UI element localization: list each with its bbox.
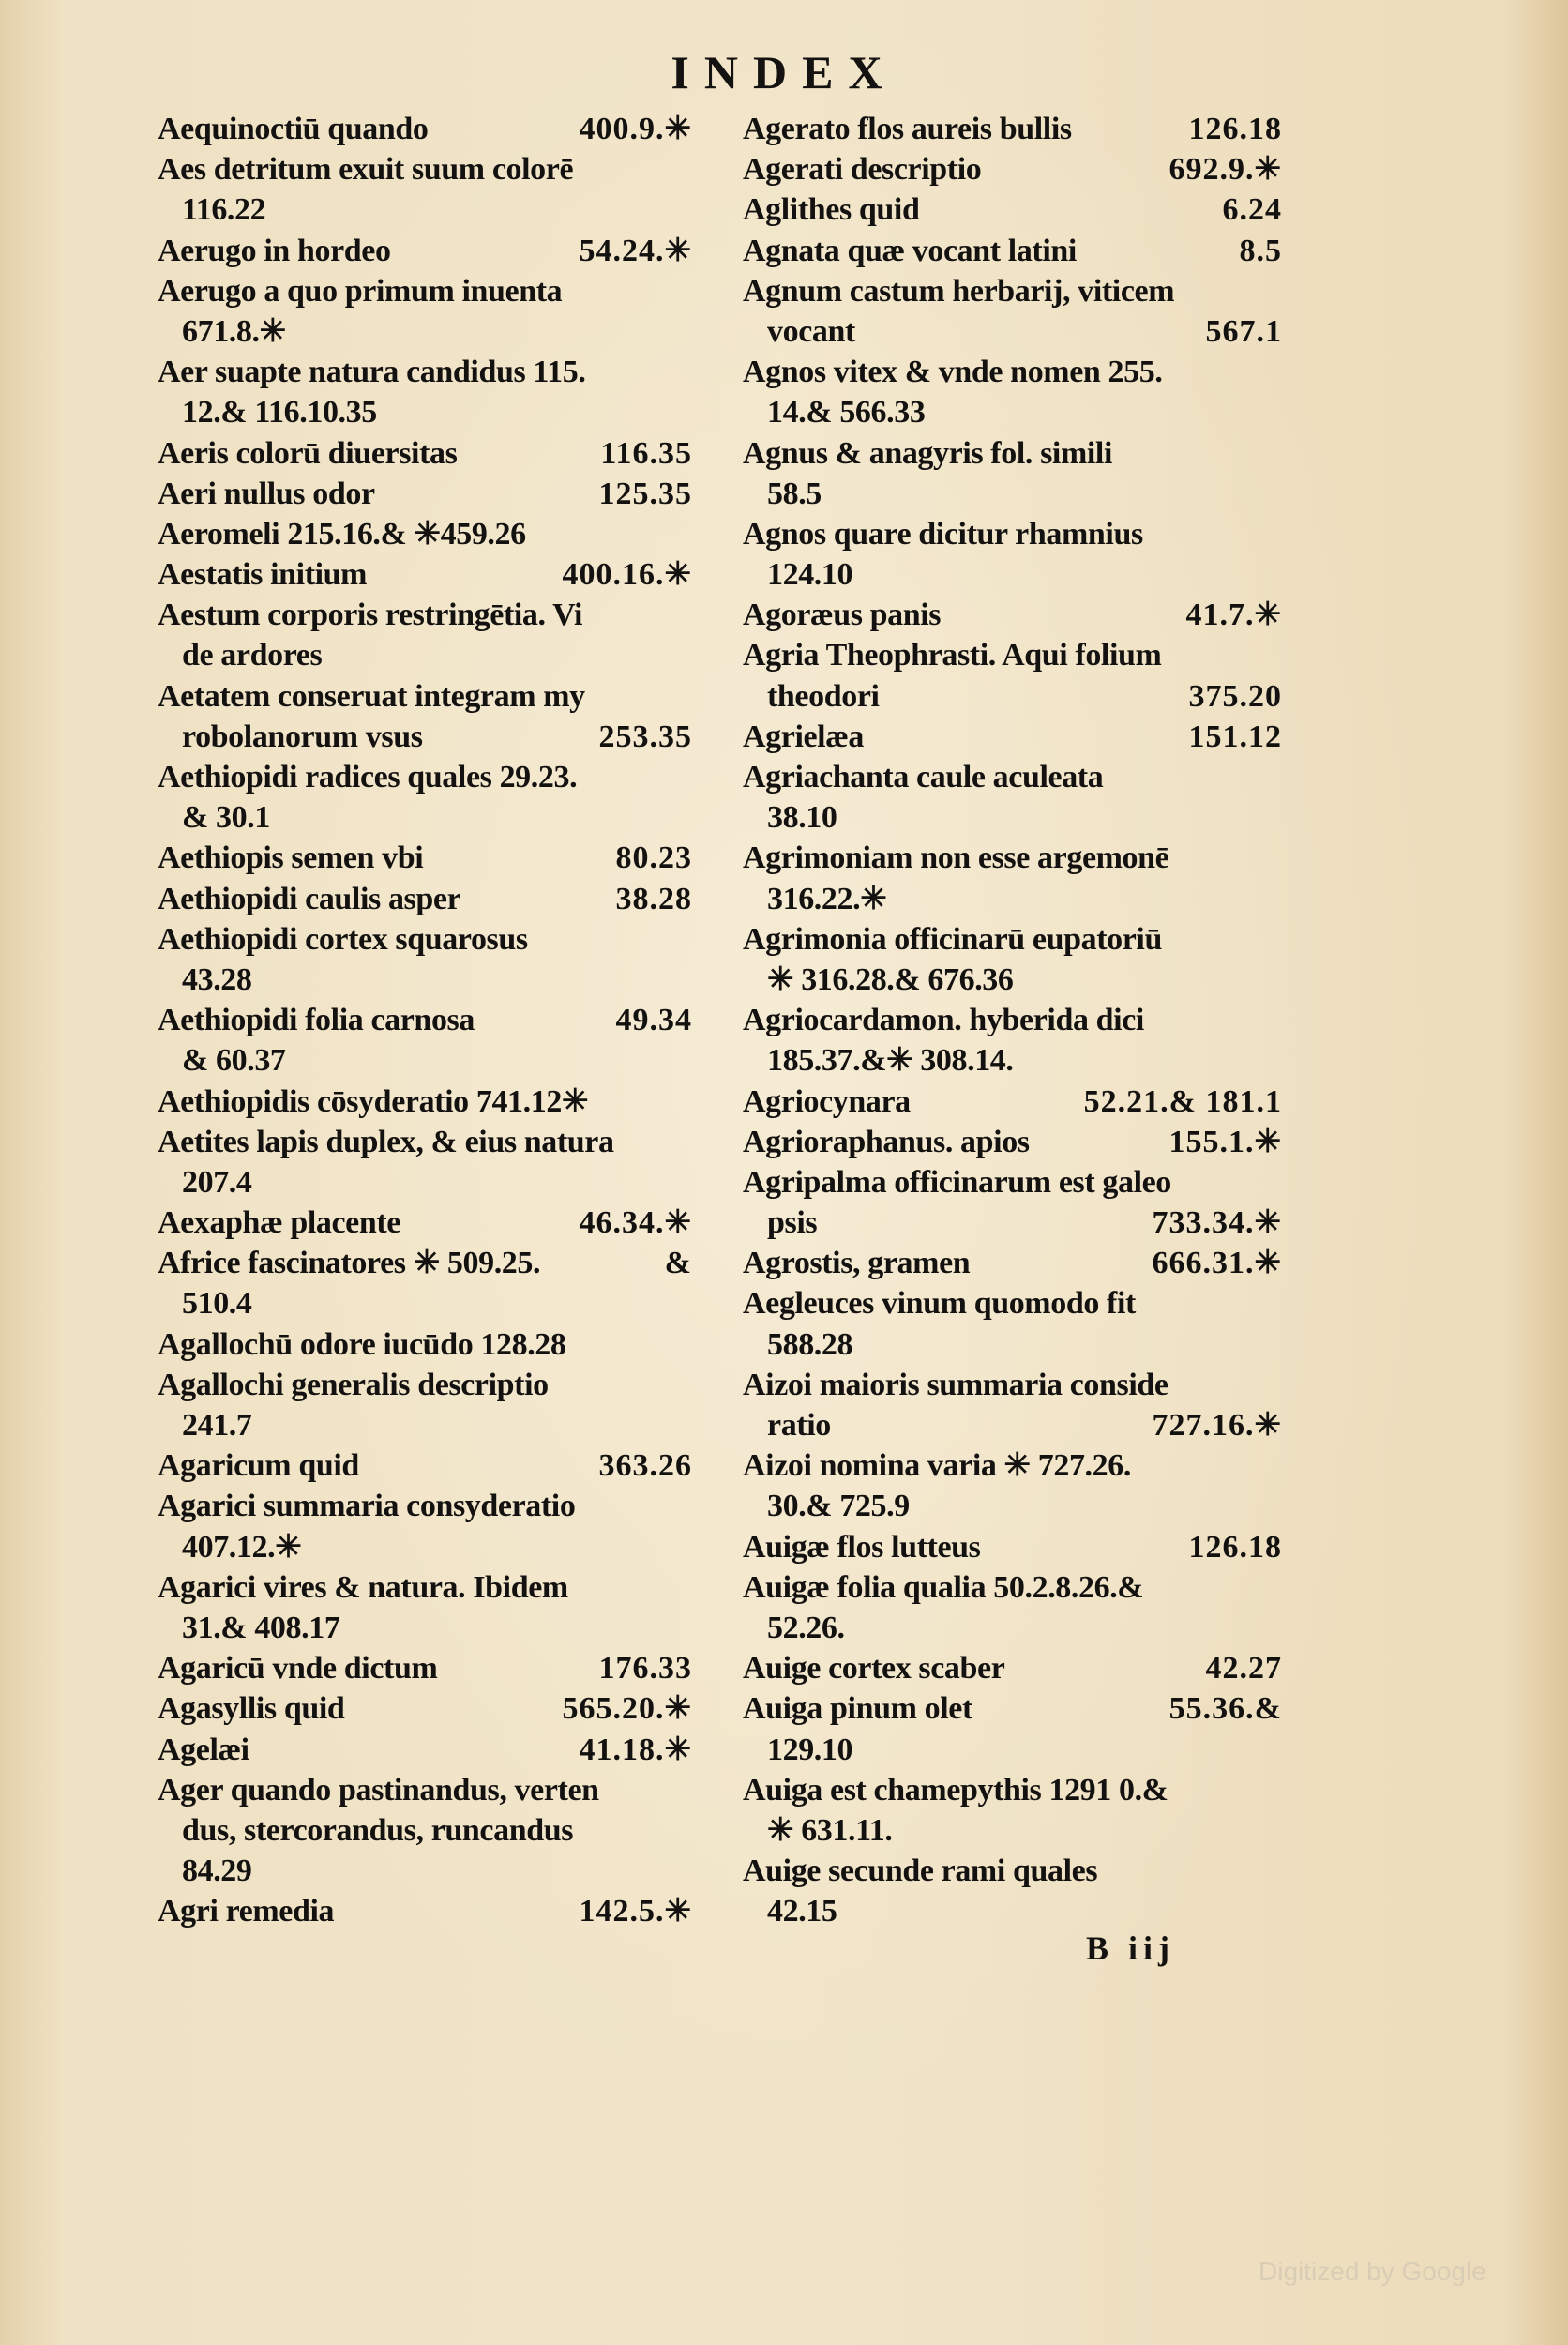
index-entry-text: Agrimoniam non esse argemonē [743, 840, 1169, 876]
index-entry-text: Agrimonia officinarū eupatoriū [743, 921, 1162, 957]
signature-mark: B iij [1086, 1929, 1176, 1967]
index-entry-text: ✳ 316.28.& 676.36 [767, 961, 1014, 997]
index-entry-text: 129.10 [767, 1732, 853, 1767]
index-entry-reference: 116.35 [600, 435, 692, 471]
index-entry-text: 116.22 [182, 192, 266, 228]
index-entry [743, 514, 1282, 554]
index-entry [743, 1486, 1282, 1526]
index-entry-text: Aethiopidi caulis asper [158, 881, 461, 916]
index-entry-text: Agrielæa [743, 719, 864, 754]
index-entry [158, 1283, 692, 1324]
index-entry-text: Agoræus panis [743, 598, 942, 633]
index-entry-text: Aglithes quid [743, 192, 920, 228]
index-entry-reference: 42.27 [1205, 1651, 1282, 1687]
index-entry [158, 1082, 692, 1122]
index-entry [158, 1122, 692, 1162]
index-entry [743, 960, 1282, 1000]
index-entry-text: 510.4 [182, 1286, 252, 1322]
index-entry [158, 879, 692, 919]
index-entry-reference: 126.18 [1188, 112, 1282, 146]
index-entry-text: Aequinoctiū quando [158, 112, 429, 146]
index-entry-reference: 565.20.✳ [562, 1691, 692, 1727]
index-entry-text: Aizoi nomina varia ✳ 727.26. [743, 1448, 1131, 1484]
index-entry-text: Agnus & anagyris fol. simili [743, 435, 1113, 471]
index-entry-text: 84.29 [182, 1853, 252, 1889]
index-entry-text: Auiga pinum olet [743, 1691, 972, 1727]
index-entry-reference: 49.34 [615, 1003, 692, 1038]
index-entry-reference: 55.36.& [1168, 1691, 1282, 1727]
index-entry [743, 474, 1282, 514]
index-entry [743, 595, 1282, 635]
index-entry [158, 676, 692, 717]
index-entry [158, 1770, 692, 1810]
index-entry-text: Aetatem conseruat integram my [158, 678, 585, 714]
index-entry [743, 352, 1282, 392]
index-entry-reference: 400.9.✳ [579, 112, 692, 146]
index-entry-reference: 142.5.✳ [579, 1894, 692, 1929]
index-entry-text: Aeri nullus odor [158, 476, 375, 511]
index-entry-reference: 38.28 [615, 881, 692, 916]
index-entry-text: Ager quando pastinandus, verten [158, 1772, 599, 1808]
index-entry-reference: 727.16.✳ [1152, 1408, 1282, 1443]
index-entry [158, 231, 692, 271]
index-entry [158, 1405, 692, 1445]
index-entry-text: Agelæi [158, 1732, 249, 1767]
index-entry-text: Aetites lapis duplex, & eius natura [158, 1124, 614, 1159]
index-entry-text: Agnos quare dicitur rhamnius [743, 516, 1143, 552]
index-entry-text: Aizoi maioris summaria conside [743, 1367, 1168, 1402]
index-entry [743, 797, 1282, 838]
index-entry-text: 185.37.&✳ 308.14. [767, 1043, 1014, 1079]
index-entry [743, 433, 1282, 474]
index-entry [158, 717, 692, 757]
index-entry-text: 31.& 408.17 [182, 1610, 340, 1645]
index-entry-reference: 176.33 [598, 1651, 692, 1687]
index-entry-text: Agaricū vnde dictum [158, 1651, 438, 1687]
index-entry-text: Aethiopidi folia carnosa [158, 1003, 475, 1038]
index-entry [743, 1810, 1282, 1851]
index-entry [743, 1527, 1282, 1567]
index-entry [743, 1851, 1282, 1891]
index-entry [158, 149, 692, 189]
index-entry-text: Agarici vires & natura. Ibidem [158, 1569, 568, 1605]
index-entry-reference: 125.35 [598, 476, 692, 511]
index-entry [743, 1688, 1282, 1729]
index-entry [158, 1324, 692, 1365]
index-entry-reference: 155.1.✳ [1168, 1124, 1282, 1159]
index-entry-text: Agaricum quid [158, 1448, 359, 1484]
index-entry-text: Agnos vitex & vnde nomen 255. [743, 355, 1163, 390]
index-entry [158, 1527, 692, 1567]
index-entry-text: 671.8.✳ [182, 313, 286, 349]
index-entry [158, 1648, 692, 1688]
index-entry-text: 588.28 [767, 1326, 853, 1362]
index-entry [158, 352, 692, 392]
index-entry-text: 316.22.✳ [767, 881, 887, 916]
index-entry-text: 52.26. [767, 1610, 845, 1645]
index-entry-reference: 567.1 [1205, 313, 1282, 349]
index-entry-reference: 253.35 [598, 719, 692, 754]
index-entry-reference: 6.24 [1222, 192, 1282, 228]
index-entry [743, 1040, 1282, 1081]
index-entry [158, 1810, 692, 1851]
index-entry-text: Agriocynara [743, 1083, 911, 1119]
index-entry [743, 311, 1282, 352]
index-entry-reference: 666.31.✳ [1152, 1246, 1282, 1281]
index-entry [743, 1770, 1282, 1810]
index-entry-text: Agasyllis quid [158, 1691, 345, 1727]
index-column-right [743, 109, 1282, 1931]
index-entry [158, 1040, 692, 1081]
index-entry [743, 1405, 1282, 1445]
index-entry-text: 42.15 [767, 1894, 837, 1929]
index-entry-reference: 692.9.✳ [1168, 152, 1282, 188]
index-entry-text: Aer suapte natura candidus 115. [158, 355, 586, 390]
index-entry [743, 1283, 1282, 1324]
index-entry [158, 1243, 692, 1283]
index-entry [158, 635, 692, 675]
index-entry-text: Aethiopidi cortex squarosus [158, 921, 528, 957]
index-entry [158, 474, 692, 514]
index-entry-reference: 375.20 [1188, 678, 1282, 714]
index-entry [743, 149, 1282, 189]
index-entry-text: Auiga est chamepythis 1291 0.& [743, 1772, 1168, 1808]
index-entry-text: vocant [767, 313, 855, 349]
index-entry [743, 231, 1282, 271]
index-entry-text: Agerati descriptio [743, 152, 982, 188]
index-entry-text: Auige secunde rami quales [743, 1853, 1098, 1889]
index-entry [743, 838, 1282, 878]
index-entry [743, 1891, 1282, 1931]
index-entry-text: 14.& 566.33 [767, 395, 926, 431]
index-entry-reference: 8.5 [1239, 233, 1282, 268]
index-entry-text: Agriachanta caule aculeata [743, 760, 1104, 794]
index-entry-text: Auigæ folia qualia 50.2.8.26.& [743, 1569, 1144, 1605]
index-entry [743, 1608, 1282, 1648]
index-entry-text: Agriocardamon. hyberida dici [743, 1003, 1144, 1038]
index-entry [158, 919, 692, 960]
index-entry [743, 1162, 1282, 1203]
index-entry [158, 1688, 692, 1729]
index-entry-text: Agallochū odore iucūdo 128.28 [158, 1326, 566, 1362]
index-entry-text: Aerugo in hordeo [158, 233, 391, 268]
index-entry-text: Aegleuces vinum quomodo fit [743, 1286, 1136, 1322]
index-entry-text: Auigæ flos lutteus [743, 1529, 981, 1565]
index-entry-text: theodori [767, 678, 880, 714]
index-entry-reference: 363.26 [598, 1448, 692, 1484]
index-entry-reference: & [664, 1246, 692, 1281]
index-entry-text: & 30.1 [182, 800, 270, 836]
index-entry [743, 554, 1282, 595]
index-entry [158, 838, 692, 878]
index-entry [158, 1365, 692, 1405]
index-entry-text: Aeromeli 215.16.& ✳459.26 [158, 516, 526, 552]
index-entry-text: Agria Theophrasti. Aqui folium [743, 638, 1162, 673]
index-entry-text: 30.& 725.9 [767, 1489, 910, 1524]
index-entry [743, 676, 1282, 717]
index-entry-text: 58.5 [767, 476, 822, 511]
index-entry [158, 960, 692, 1000]
index-entry [158, 271, 692, 311]
index-entry [743, 189, 1282, 230]
index-entry-reference: 54.24.✳ [579, 233, 692, 268]
index-entry-text: & 60.37 [182, 1043, 286, 1079]
index-entry-text: Africe fascinatores ✳ 509.25. [158, 1246, 541, 1281]
index-entry [158, 1486, 692, 1526]
index-entry [158, 1608, 692, 1648]
index-entry-text: 407.12.✳ [182, 1529, 302, 1565]
index-entry-text: Agrioraphanus. apios [743, 1124, 1030, 1159]
index-entry [743, 1648, 1282, 1688]
index-entry [158, 514, 692, 554]
index-entry-reference: 46.34.✳ [579, 1205, 692, 1241]
index-entry-text: dus, stercorandus, runcandus [182, 1812, 574, 1848]
index-entry-text: Aethiopidis cōsyderatio 741.12✳ [158, 1083, 589, 1119]
index-entry [158, 554, 692, 595]
index-entry [743, 1000, 1282, 1040]
index-entry-reference: 80.23 [615, 840, 692, 876]
index-entry [158, 1851, 692, 1891]
index-entry [158, 1891, 692, 1931]
index-entry [743, 1730, 1282, 1770]
index-entry-text: 207.4 [182, 1164, 252, 1200]
index-entry [743, 271, 1282, 311]
index-entry-reference: 400.16.✳ [562, 557, 692, 593]
index-entry [743, 1122, 1282, 1162]
digitization-watermark: Digitized by Google [1259, 2257, 1486, 2286]
index-entry-text: 241.7 [182, 1408, 252, 1443]
index-entry-reference: 151.12 [1188, 719, 1282, 754]
index-entry-text: Agri remedia [158, 1894, 335, 1929]
index-entry-text: Agnum castum herbarij, viticem [743, 273, 1175, 309]
index-entry-text: Auige cortex scaber [743, 1651, 1005, 1687]
index-entry [158, 109, 692, 149]
page-heading: INDEX [671, 46, 897, 98]
index-entry [743, 635, 1282, 675]
index-entry [158, 1567, 692, 1608]
index-entry-reference: 41.18.✳ [579, 1732, 692, 1767]
index-entry-text: 124.10 [767, 557, 853, 593]
index-entry-text: Agnata quæ vocant latini [743, 233, 1077, 268]
index-entry [743, 1203, 1282, 1243]
index-column-left [158, 109, 692, 1931]
index-entry-text: Agrostis, gramen [743, 1246, 971, 1281]
index-entry [158, 595, 692, 635]
index-entry-text: Aeris colorū diuersitas [158, 435, 458, 471]
index-entry [158, 392, 692, 432]
index-entry-text: Aestum corporis restringētia. Vi [158, 598, 583, 633]
index-entry-text: robolanorum vsus [182, 719, 423, 754]
index-entry [158, 1000, 692, 1040]
index-entry [158, 189, 692, 230]
index-entry [158, 1445, 692, 1486]
index-entry-text: Aethiopis semen vbi [158, 840, 424, 876]
index-entry-reference: 733.34.✳ [1152, 1205, 1282, 1241]
index-entry [743, 717, 1282, 757]
index-entry [158, 433, 692, 474]
index-entry-text: 38.10 [767, 800, 837, 836]
index-entry-text: Aestatis initium [158, 557, 368, 593]
index-entry [743, 1082, 1282, 1122]
index-entry [158, 1730, 692, 1770]
index-entry-text: Aethiopidi radices quales 29.23. [158, 760, 578, 794]
index-entry [743, 1365, 1282, 1405]
index-entry [743, 757, 1282, 797]
index-entry [743, 392, 1282, 432]
index-entry [743, 879, 1282, 919]
index-entry-text: 12.& 116.10.35 [182, 395, 377, 431]
index-entry-text: Agallochi generalis descriptio [158, 1367, 549, 1402]
index-entry-text: Agarici summaria consyderatio [158, 1489, 576, 1524]
index-entry-text: 43.28 [182, 961, 252, 997]
index-entry [743, 1567, 1282, 1608]
index-entry-text: de ardores [182, 638, 323, 673]
index-entry [743, 109, 1282, 149]
index-entry-text: Agerato flos aureis bullis [743, 112, 1072, 146]
index-entry [158, 757, 692, 797]
index-entry-text: ratio [767, 1408, 831, 1443]
index-entry [743, 1445, 1282, 1486]
index-entry-text: ✳ 631.11. [767, 1812, 893, 1848]
index-entry-reference: 126.18 [1188, 1529, 1282, 1565]
index-entry [743, 1324, 1282, 1365]
index-entry-text: psis [767, 1205, 818, 1241]
index-entry [743, 919, 1282, 960]
index-entry [743, 1243, 1282, 1283]
index-entry-reference: 52.21.& 181.1 [1083, 1083, 1282, 1119]
index-entry [158, 797, 692, 838]
index-entry-text: Aes detritum exuit suum colorē [158, 152, 574, 188]
index-entry [158, 1203, 692, 1243]
index-entry [158, 1162, 692, 1203]
index-entry-text: Agripalma officinarum est galeo [743, 1164, 1171, 1200]
index-entry-text: Aexaphæ placente [158, 1205, 400, 1241]
index-entry [158, 311, 692, 352]
index-entry-reference: 41.7.✳ [1185, 598, 1282, 633]
index-entry-text: Aerugo a quo primum inuenta [158, 273, 563, 309]
